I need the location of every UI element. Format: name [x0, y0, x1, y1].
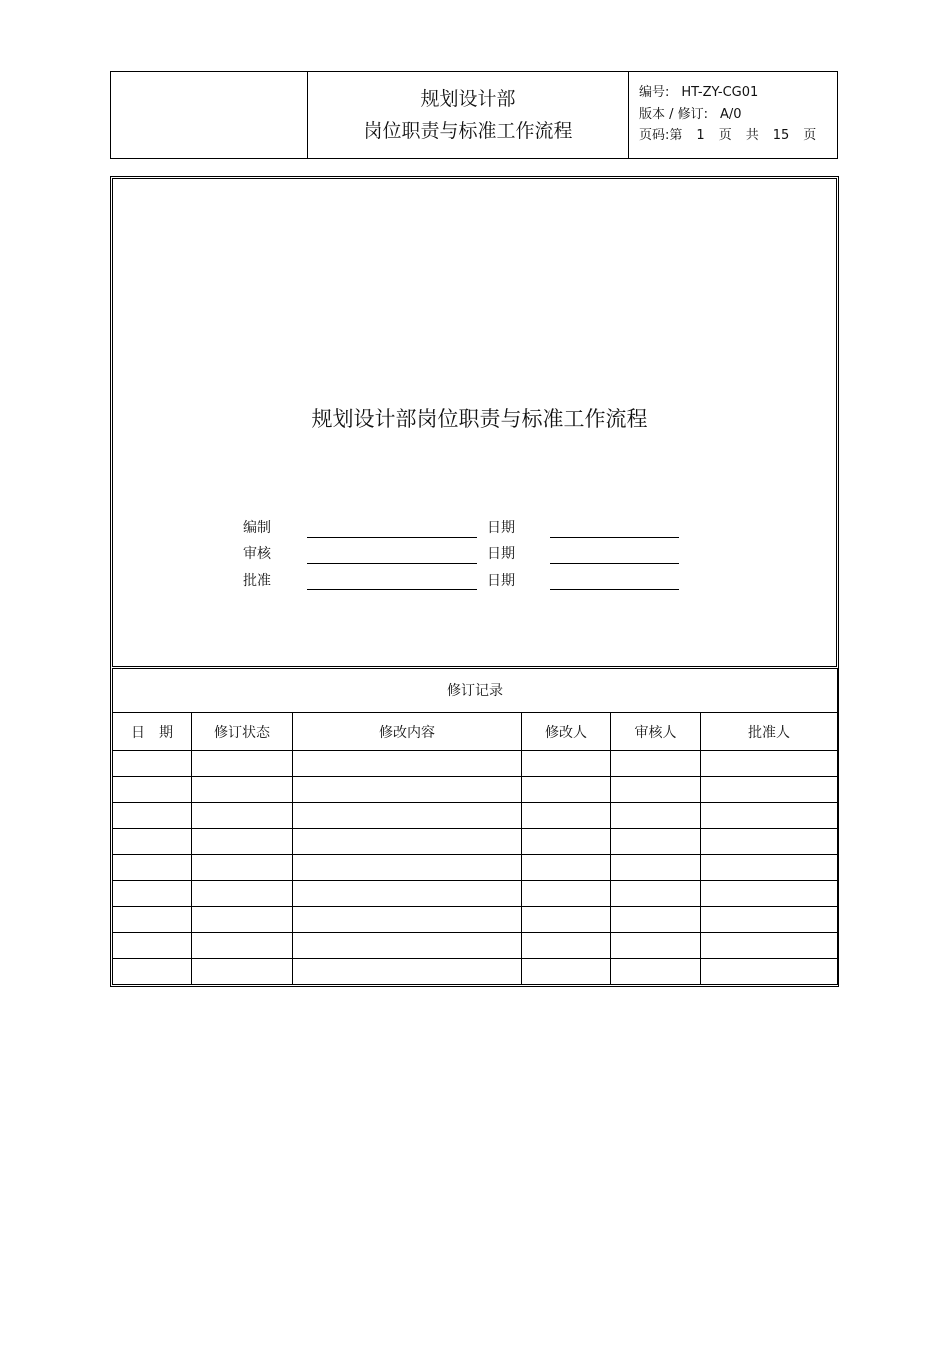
table-cell[interactable] — [293, 751, 522, 777]
signoff-date-line-reviewed[interactable] — [550, 563, 679, 564]
table-cell[interactable] — [192, 907, 293, 933]
header-meta — [629, 72, 837, 158]
page-label: 页码: — [639, 128, 670, 143]
column-header-date: 日 期 — [113, 712, 192, 751]
table-cell[interactable] — [522, 881, 611, 907]
page-word-end: 页 — [803, 128, 817, 143]
table-cell[interactable] — [701, 751, 838, 777]
revision-table — [112, 668, 838, 985]
cover-panel — [112, 178, 837, 667]
revision-header-row — [113, 712, 838, 751]
table-cell[interactable] — [113, 855, 192, 881]
version-line — [639, 104, 837, 126]
column-header-content: 修改内容 — [293, 712, 522, 751]
signoff-label-prepared: 编制 — [243, 520, 271, 536]
table-cell[interactable] — [293, 829, 522, 855]
table-cell[interactable] — [701, 803, 838, 829]
table-row — [113, 751, 838, 777]
page-total: 15 — [772, 128, 790, 143]
table-row — [113, 777, 838, 803]
signoff-line-reviewed[interactable] — [307, 563, 477, 564]
table-cell[interactable] — [522, 751, 611, 777]
table-row — [113, 803, 838, 829]
table-cell[interactable] — [293, 959, 522, 985]
signoff-date-label-reviewed: 日期 — [487, 546, 515, 562]
table-row — [113, 829, 838, 855]
table-cell[interactable] — [611, 751, 701, 777]
signoff-label-reviewed: 审核 — [243, 546, 271, 562]
revision-rows — [113, 751, 838, 985]
page-total-prefix: 共 — [745, 128, 759, 143]
table-cell[interactable] — [113, 959, 192, 985]
signoff-label-approved: 批准 — [243, 573, 271, 589]
version-label: 版本 / 修订: — [639, 106, 709, 122]
table-cell[interactable] — [192, 959, 293, 985]
header-title — [308, 72, 629, 158]
table-cell[interactable] — [611, 959, 701, 985]
table-row — [113, 881, 838, 907]
table-cell[interactable] — [293, 803, 522, 829]
table-cell[interactable] — [192, 855, 293, 881]
page-word: 页 — [718, 128, 732, 143]
column-header-modifier: 修改人 — [522, 712, 611, 751]
table-cell[interactable] — [293, 777, 522, 803]
table-cell[interactable] — [611, 881, 701, 907]
signoff-date-label-prepared: 日期 — [487, 520, 515, 536]
table-cell[interactable] — [113, 933, 192, 959]
column-header-approver: 批准人 — [701, 712, 838, 751]
signoff-line-prepared[interactable] — [307, 537, 477, 538]
table-cell[interactable] — [113, 777, 192, 803]
table-cell[interactable] — [611, 777, 701, 803]
document-title: 规划设计部岗位职责与标准工作流程 — [311, 407, 648, 431]
table-cell[interactable] — [522, 803, 611, 829]
table-cell[interactable] — [522, 829, 611, 855]
column-header-reviewer: 审核人 — [611, 712, 701, 751]
table-row — [113, 855, 838, 881]
header-title-line2: 岗位职责与标准工作流程 — [363, 120, 573, 142]
table-cell[interactable] — [293, 933, 522, 959]
table-cell[interactable] — [522, 777, 611, 803]
code-label: 编号: — [639, 85, 670, 100]
table-cell[interactable] — [192, 933, 293, 959]
table-cell[interactable] — [522, 855, 611, 881]
table-cell[interactable] — [293, 907, 522, 933]
table-cell[interactable] — [192, 751, 293, 777]
table-cell[interactable] — [293, 855, 522, 881]
header-title-line1: 规划设计部 — [420, 88, 516, 110]
code-line — [639, 82, 837, 104]
signoff-date-line-approved[interactable] — [550, 589, 679, 590]
table-cell[interactable] — [611, 829, 701, 855]
signoff-line-approved[interactable] — [307, 589, 477, 590]
table-cell[interactable] — [701, 829, 838, 855]
table-cell[interactable] — [611, 933, 701, 959]
table-cell[interactable] — [701, 855, 838, 881]
page-current: 1 — [696, 128, 705, 143]
table-row — [113, 933, 838, 959]
version-value: A/0 — [720, 106, 742, 122]
table-cell[interactable] — [611, 803, 701, 829]
table-cell[interactable] — [611, 907, 701, 933]
table-row — [113, 907, 838, 933]
table-cell[interactable] — [701, 933, 838, 959]
table-cell[interactable] — [611, 855, 701, 881]
table-cell[interactable] — [701, 959, 838, 985]
table-cell[interactable] — [113, 803, 192, 829]
table-cell[interactable] — [113, 907, 192, 933]
table-cell[interactable] — [192, 881, 293, 907]
document-header — [110, 71, 838, 159]
code-value: HT-ZY-CG01 — [681, 85, 759, 100]
table-cell[interactable] — [293, 881, 522, 907]
table-cell[interactable] — [522, 933, 611, 959]
table-cell[interactable] — [113, 829, 192, 855]
revision-caption: 修订记录 — [113, 669, 838, 713]
table-cell[interactable] — [192, 829, 293, 855]
table-cell[interactable] — [192, 777, 293, 803]
revision-caption-row — [113, 669, 838, 713]
page-line — [639, 125, 837, 147]
table-cell[interactable] — [522, 907, 611, 933]
table-cell[interactable] — [192, 803, 293, 829]
table-cell[interactable] — [113, 751, 192, 777]
logo-cell — [111, 72, 308, 158]
signoff-date-label-approved: 日期 — [487, 573, 515, 589]
table-row — [113, 959, 838, 985]
table-cell[interactable] — [113, 881, 192, 907]
column-header-status: 修订状态 — [192, 712, 293, 751]
table-cell[interactable] — [701, 881, 838, 907]
table-cell[interactable] — [701, 907, 838, 933]
table-cell[interactable] — [522, 959, 611, 985]
signoff-date-line-prepared[interactable] — [550, 537, 679, 538]
page-prefix: 第 — [669, 128, 683, 143]
table-cell[interactable] — [701, 777, 838, 803]
